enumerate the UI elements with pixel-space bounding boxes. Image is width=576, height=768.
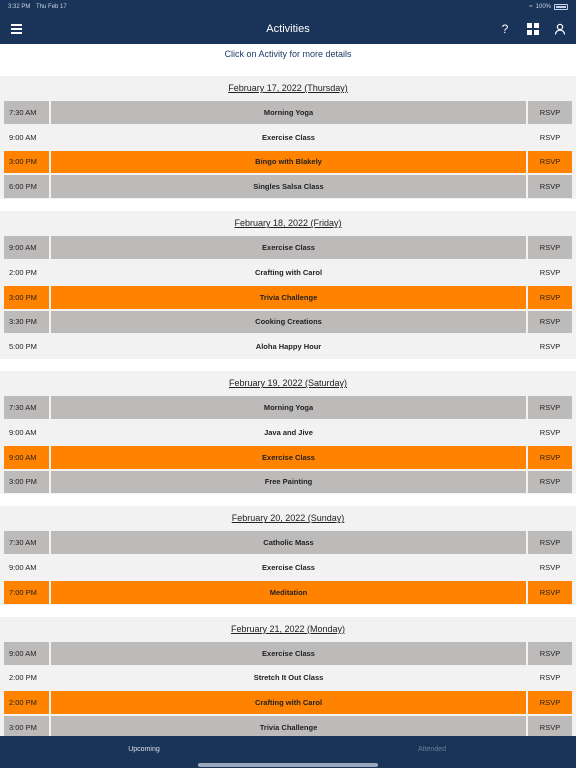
rsvp-button[interactable]: RSVP [528, 286, 572, 309]
activity-title[interactable]: Crafting with Carol [51, 691, 526, 714]
activity-title[interactable]: Exercise Class [51, 236, 526, 259]
activity-time: 7:30 AM [4, 101, 49, 124]
date-header-label: February 17, 2022 (Thursday) [228, 83, 348, 93]
rsvp-button[interactable]: RSVP [528, 471, 572, 494]
activity-time: 2:00 PM [4, 691, 49, 714]
activity-row[interactable] [0, 334, 576, 359]
activity-row[interactable] [0, 420, 576, 445]
rsvp-button[interactable]: RSVP [528, 236, 572, 259]
tab-upcoming[interactable]: Upcoming [128, 746, 160, 753]
activity-time: 3:00 PM [4, 471, 49, 494]
tab-attended[interactable]: Attended [417, 746, 447, 753]
activity-time: 6:00 PM [4, 175, 49, 198]
activity-row[interactable] [0, 530, 576, 555]
activity-row[interactable] [0, 150, 576, 175]
activity-row[interactable] [0, 580, 576, 605]
status-bar [0, 0, 576, 14]
activity-time: 9:00 AM [4, 236, 49, 259]
nav-bar [0, 14, 576, 44]
activity-title[interactable]: Crafting with Carol [254, 267, 323, 277]
date-header [0, 506, 576, 530]
activity-time: 3:30 PM [4, 311, 49, 334]
rsvp-button[interactable]: RSVP [539, 427, 561, 437]
activity-title[interactable]: Catholic Mass [51, 531, 526, 554]
rsvp-button[interactable]: RSVP [528, 531, 572, 554]
activity-row[interactable] [0, 260, 576, 285]
date-header-label: February 19, 2022 (Saturday) [228, 378, 348, 389]
activity-title[interactable]: Java and Jive [264, 427, 313, 437]
section-gap [0, 199, 576, 211]
date-header [0, 371, 576, 395]
activity-time: 3:00 PM [4, 716, 49, 736]
activity-row[interactable] [0, 445, 576, 470]
activity-time: 9:00 AM [4, 446, 49, 469]
activity-time: 9:00 AM [4, 642, 49, 665]
activity-row[interactable] [0, 285, 576, 310]
activity-time: 3:00 PM [4, 286, 49, 309]
rsvp-button[interactable]: RSVP [539, 563, 561, 573]
rsvp-button[interactable]: RSVP [528, 396, 572, 419]
activity-row[interactable] [0, 125, 576, 150]
wifi-icon: ≈ [529, 4, 533, 10]
rsvp-button[interactable]: RSVP [528, 101, 572, 124]
activity-list [0, 64, 576, 736]
status-date: Thu Feb 17 [36, 4, 67, 10]
activity-row[interactable] [0, 690, 576, 715]
home-indicator [198, 763, 378, 767]
user-icon[interactable] [552, 21, 568, 37]
rsvp-button[interactable]: RSVP [539, 132, 561, 142]
activity-time: 9:00 AM [9, 132, 37, 142]
date-header-label: February 18, 2022 (Friday) [234, 218, 342, 229]
activity-title[interactable]: Trivia Challenge [51, 716, 526, 736]
rsvp-button[interactable]: RSVP [528, 642, 572, 665]
hamburger-menu-icon[interactable] [8, 21, 24, 37]
activity-title[interactable]: Aloha Happy Hour [255, 342, 322, 352]
rsvp-button[interactable]: RSVP [528, 581, 572, 604]
activity-time: 3:00 PM [4, 151, 49, 174]
rsvp-button[interactable]: RSVP [539, 267, 561, 277]
activity-title[interactable]: Singles Salsa Class [51, 175, 526, 198]
activity-row[interactable] [0, 235, 576, 260]
help-icon[interactable]: ? [501, 22, 509, 36]
activity-title[interactable]: Morning Yoga [51, 396, 526, 419]
activity-row[interactable] [0, 174, 576, 199]
date-header-label: February 21, 2022 (Monday) [230, 623, 346, 634]
activity-time: 9:00 AM [9, 427, 37, 437]
activity-title[interactable]: Exercise Class [51, 446, 526, 469]
section-gap [0, 359, 576, 371]
activity-title[interactable]: Free Painting [51, 471, 526, 494]
activity-title[interactable]: Exercise Class [51, 642, 526, 665]
rsvp-button[interactable]: RSVP [539, 342, 561, 352]
page-title: Activities [266, 23, 310, 35]
activity-title[interactable]: Morning Yoga [51, 101, 526, 124]
activity-row[interactable] [0, 395, 576, 420]
grid-view-icon[interactable] [525, 21, 541, 37]
activity-time: 7:30 AM [4, 531, 49, 554]
activity-row[interactable] [0, 470, 576, 495]
instructions-text: Click on Activity for more details [224, 49, 352, 59]
activity-title[interactable]: Cooking Creations [51, 311, 526, 334]
activity-time: 2:00 PM [9, 267, 37, 277]
activity-time: 5:00 PM [9, 342, 37, 352]
battery-icon [554, 4, 568, 10]
status-left [8, 4, 67, 10]
activity-time: 2:00 PM [9, 673, 37, 683]
date-header [0, 617, 576, 641]
section-gap [0, 64, 576, 76]
date-header [0, 76, 576, 100]
activity-time: 7:00 PM [4, 581, 49, 604]
battery-percent: 100% [535, 4, 551, 10]
activity-title[interactable]: Exercise Class [262, 563, 315, 573]
rsvp-button[interactable]: RSVP [539, 673, 561, 683]
activity-title[interactable]: Exercise Class [262, 132, 315, 142]
activity-row[interactable] [0, 310, 576, 335]
status-time: 3:32 PM [8, 4, 31, 10]
activity-time: 9:00 AM [9, 563, 37, 573]
date-header-label: February 20, 2022 (Sunday) [231, 513, 345, 524]
activity-title[interactable]: Meditation [51, 581, 526, 604]
activity-row[interactable] [0, 100, 576, 125]
activity-time: 7:30 AM [4, 396, 49, 419]
section-gap [0, 494, 576, 506]
date-header [0, 211, 576, 235]
activity-row[interactable] [0, 555, 576, 580]
section-gap [0, 605, 576, 617]
activity-row[interactable] [0, 715, 576, 736]
activity-title[interactable]: Trivia Challenge [51, 286, 526, 309]
rsvp-button[interactable]: RSVP [528, 691, 572, 714]
activity-row[interactable] [0, 666, 576, 691]
rsvp-button[interactable]: RSVP [528, 311, 572, 334]
activity-row[interactable] [0, 641, 576, 666]
rsvp-button[interactable]: RSVP [528, 446, 572, 469]
status-right [529, 4, 568, 10]
activity-title[interactable]: Stretch It Out Class [253, 673, 324, 683]
rsvp-button[interactable]: RSVP [528, 716, 572, 736]
rsvp-button[interactable]: RSVP [528, 175, 572, 198]
activity-title[interactable]: Bingo with Blakely [51, 151, 526, 174]
rsvp-button[interactable]: RSVP [528, 151, 572, 174]
